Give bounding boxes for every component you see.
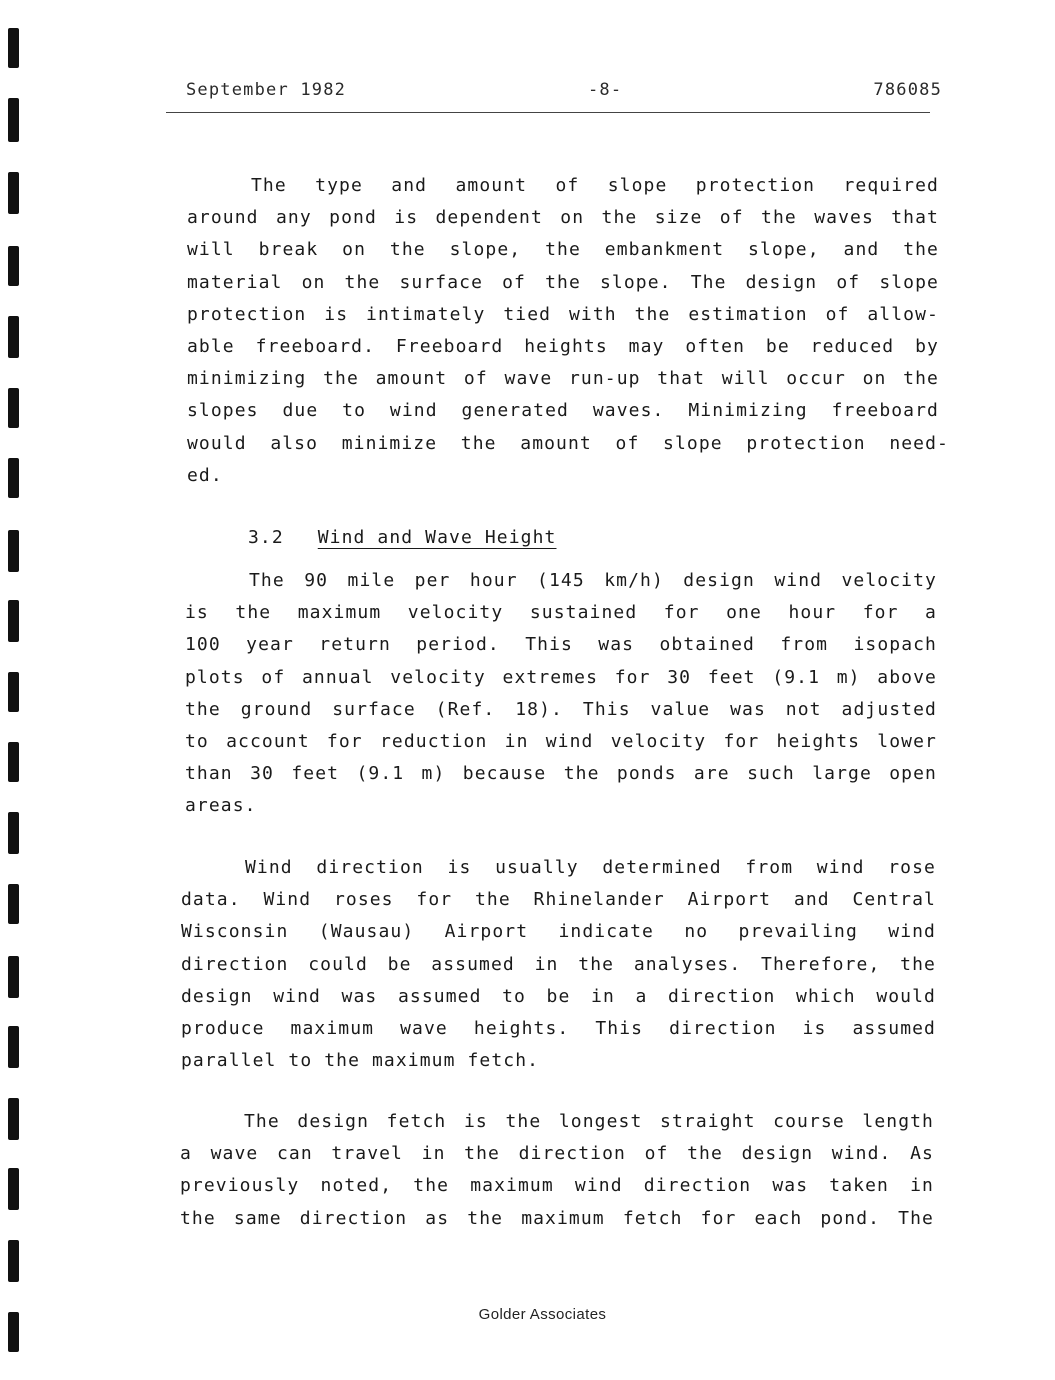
paragraph-line: ed. [187, 464, 223, 486]
binding-mark [8, 388, 19, 428]
paragraph-line: plots of annual velocity extremes for 30 feet (9.1 m) above [185, 666, 937, 688]
section-title: Wind and Wave Height [317, 527, 557, 548]
paragraph-line: previously noted, the maximum wind direction was taken in [180, 1175, 934, 1197]
paragraph-line: is the maximum velocity sustained for one hour for a [185, 602, 937, 624]
binding-mark [8, 28, 19, 68]
paragraph-line: areas. [185, 795, 257, 817]
body-paragraph [185, 565, 937, 823]
page-header [186, 80, 942, 104]
paragraph-line: the ground surface (Ref. 18). This value was not adjusted [185, 698, 937, 720]
paragraph-line: would also minimize the amount of slope protection need- [187, 432, 949, 454]
binding-mark [8, 1026, 19, 1068]
paragraph-line: minimizing the amount of wave run-up that will occur on the [187, 368, 939, 390]
header-page-number: -8- [588, 80, 623, 100]
binding-mark [8, 812, 19, 854]
binding-mark [8, 1168, 19, 1210]
section-number: 3.2 [248, 527, 284, 548]
paragraph-line: The design fetch is the longest straight course length [244, 1111, 934, 1132]
binding-mark [8, 884, 19, 924]
paragraph-line: Wisconsin (Wausau) Airport indicate no prevailing wind [181, 921, 936, 943]
paragraph-line: slopes due to wind generated waves. Minimizing freeboard [187, 400, 939, 422]
paragraph-line: will break on the slope, the embankment slope, and the [187, 239, 939, 261]
paragraph-line: data. Wind roses for the Rhinelander Airport and Central [181, 889, 936, 911]
binding-mark [8, 98, 19, 142]
paragraph-line: around any pond is dependent on the size of the waves that [187, 207, 939, 229]
body-paragraph [181, 852, 936, 1077]
paragraph-line: to account for reduction in wind velocity for heights lower [185, 731, 937, 753]
paragraph-line: The type and amount of slope protection required [251, 175, 939, 196]
paragraph-line: material on the surface of the slope. The design of slope [187, 271, 939, 293]
paragraph-line: a wave can travel in the direction of the design wind. As [180, 1143, 934, 1165]
binding-mark [8, 742, 19, 782]
binding-mark [8, 246, 19, 286]
binding-mark [8, 316, 19, 358]
paragraph-line: Wind direction is usually determined from wind rose [245, 857, 936, 878]
header-project-number: 786085 [873, 80, 942, 100]
paragraph-line: 100 year return period. This was obtained from isopach [185, 634, 937, 656]
binding-mark [8, 600, 19, 642]
paragraph-line: produce maximum wave heights. This direction is assumed [181, 1018, 936, 1040]
binding-mark [8, 1240, 19, 1282]
body-paragraph [180, 1106, 934, 1235]
page-footer: Golder Associates [478, 1306, 607, 1323]
paragraph-line: parallel to the maximum fetch. [181, 1050, 540, 1072]
paragraph-line: design wind was assumed to be in a direction which would [181, 985, 936, 1007]
paragraph-line: The 90 mile per hour (145 km/h) design wind velocity [249, 570, 937, 591]
binding-mark [8, 672, 19, 712]
binding-mark [8, 458, 19, 498]
paragraph-line: the same direction as the maximum fetch for each pond. The [180, 1207, 934, 1229]
paragraph-line: protection is intimately tied with the estimation of allow- [187, 303, 939, 325]
header-divider [166, 112, 930, 113]
section-heading [248, 527, 557, 548]
header-date: September 1982 [186, 80, 347, 100]
binding-mark [8, 956, 19, 998]
paragraph-line: direction could be assumed in the analyses. Therefore, the [181, 953, 936, 975]
binding-mark [8, 530, 19, 572]
paragraph-line: able freeboard. Freeboard heights may often be reduced by [187, 336, 939, 358]
binding-mark [8, 172, 19, 214]
binding-mark [8, 1098, 19, 1140]
binding-marks [8, 0, 28, 1380]
paragraph-line: than 30 feet (9.1 m) because the ponds are such large open [185, 763, 937, 785]
body-paragraph [187, 170, 949, 492]
